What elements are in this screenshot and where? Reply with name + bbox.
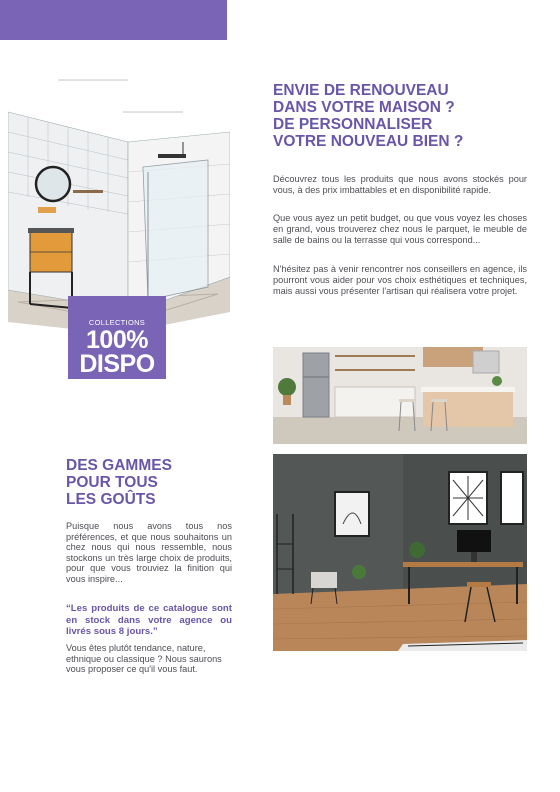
budget-paragraph: Que vous ayez un petit budget, ou que vous voyez les choses en grand, vous trouverez chez nous le parquet, le meuble de salle de bains ou la terrasse qui vous correspond...	[273, 213, 527, 245]
headline-line-4: VOTRE NOUVEAU BIEN ?	[273, 133, 464, 150]
headline-line-1: ENVIE DE RENOUVEAU	[273, 82, 449, 99]
badge-percent: 100%	[86, 326, 148, 354]
main-headline	[273, 82, 533, 150]
stock-quote: “Les produits de ce catalogue sont en stock dans votre agence ou livrés sous 8 jours.”	[66, 603, 232, 637]
section-ranges-title	[66, 457, 236, 508]
bathroom-sketch-illustration	[8, 72, 230, 334]
section-title-line-3: LES GOÛTS	[66, 491, 156, 508]
section-title-line-1: DES GAMMES	[66, 457, 172, 474]
badge-small-label: COLLECTIONS	[88, 318, 146, 327]
badge-dispo: DISPO	[79, 350, 155, 378]
advisors-paragraph: N'hésitez pas à venir rencontrer nos conseillers en agence, ils pourront vous aider pour vos choix esthétiques et techniques, mais aussi vous présenter l'artisan qui réalisera votre projet.	[273, 264, 527, 296]
headline-line-2: DANS VOTRE MAISON ?	[273, 99, 455, 116]
preferences-paragraph: Puisque nous avons tous nos préférences, et que nous souhaitons un chez nous qui nous ressemble, nous stockons un très large choix de produits, pour que vous trouviez la finition qui vous inspire...	[66, 521, 232, 584]
top-color-band	[0, 0, 227, 40]
living-room-photo	[273, 454, 527, 651]
style-paragraph: Vous êtes plutôt tendance, nature, ethnique ou classique ? Nous saurons vous proposer ce qu'il vous faut.	[66, 643, 222, 675]
intro-paragraph: Découvrez tous les produits que nous avons stockés pour vous, à des prix imbattables et en disponibilité rapide.	[273, 174, 527, 195]
section-title-line-2: POUR TOUS	[66, 474, 158, 491]
headline-line-3: DE PERSONNALISER	[273, 116, 433, 133]
kitchen-photo	[273, 347, 527, 444]
collections-badge	[68, 296, 166, 379]
